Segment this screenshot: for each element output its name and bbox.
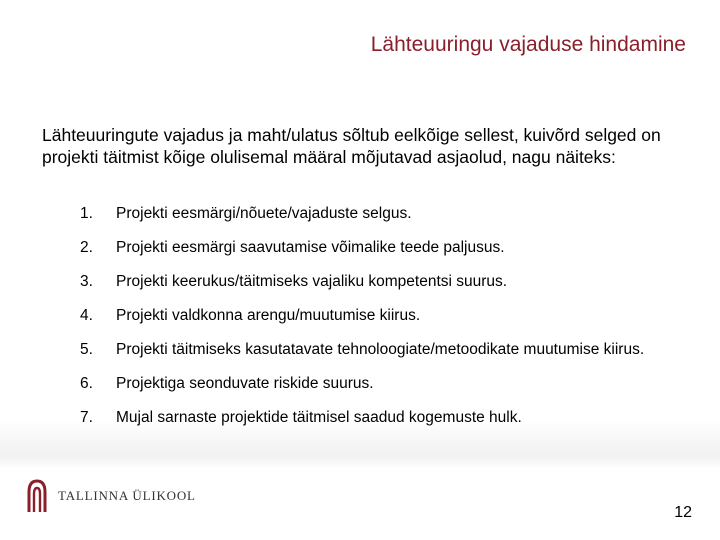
list-item (80, 375, 700, 392)
slide-title: Lähteuuringu vajaduse hindamine (370, 33, 686, 56)
item-text: Mujal sarnaste projektide täitmisel saadud kogemuste hulk. (116, 409, 522, 426)
page-number: 12 (674, 504, 692, 521)
list-item (80, 409, 700, 426)
item-text: Projekti eesmärgi saavutamise võimalike teede paljusus. (116, 239, 505, 256)
item-number: 4. (80, 307, 93, 324)
tallinn-university-emblem-icon (26, 478, 48, 514)
logo-text: TALLINNA ÜLIKOOL (58, 488, 196, 503)
item-text: Projekti valdkonna arengu/muutumise kiirus. (116, 307, 421, 324)
list-item (80, 239, 700, 256)
item-number: 7. (80, 409, 93, 426)
university-logo (26, 478, 196, 514)
item-number: 3. (80, 273, 93, 290)
item-text: Projekti keerukus/täitmiseks vajaliku kompetentsi suurus. (116, 273, 508, 290)
list-item (80, 307, 700, 324)
list-item (80, 205, 700, 222)
item-number: 6. (80, 375, 93, 392)
item-text: Projekti eesmärgi/nõuete/vajaduste selgus. (116, 205, 412, 222)
item-number: 5. (80, 341, 93, 358)
intro-paragraph: Lähteuuringute vajadus ja maht/ulatus sõltub eelkõige sellest, kuivõrd selged on projekti täitmist kõige olulisemal määral mõjutavad asjaolud, nagu näiteks: (42, 125, 661, 167)
item-number: 2. (80, 239, 93, 256)
criteria-list (80, 205, 700, 426)
item-number: 1. (80, 205, 93, 222)
list-item (80, 341, 700, 358)
item-text: Projektiga seonduvate riskide suurus. (116, 375, 374, 392)
list-item (80, 273, 700, 290)
item-text: Projekti täitmiseks kasutatavate tehnoloogiate/metoodikate muutumise kiirus. (116, 341, 645, 358)
